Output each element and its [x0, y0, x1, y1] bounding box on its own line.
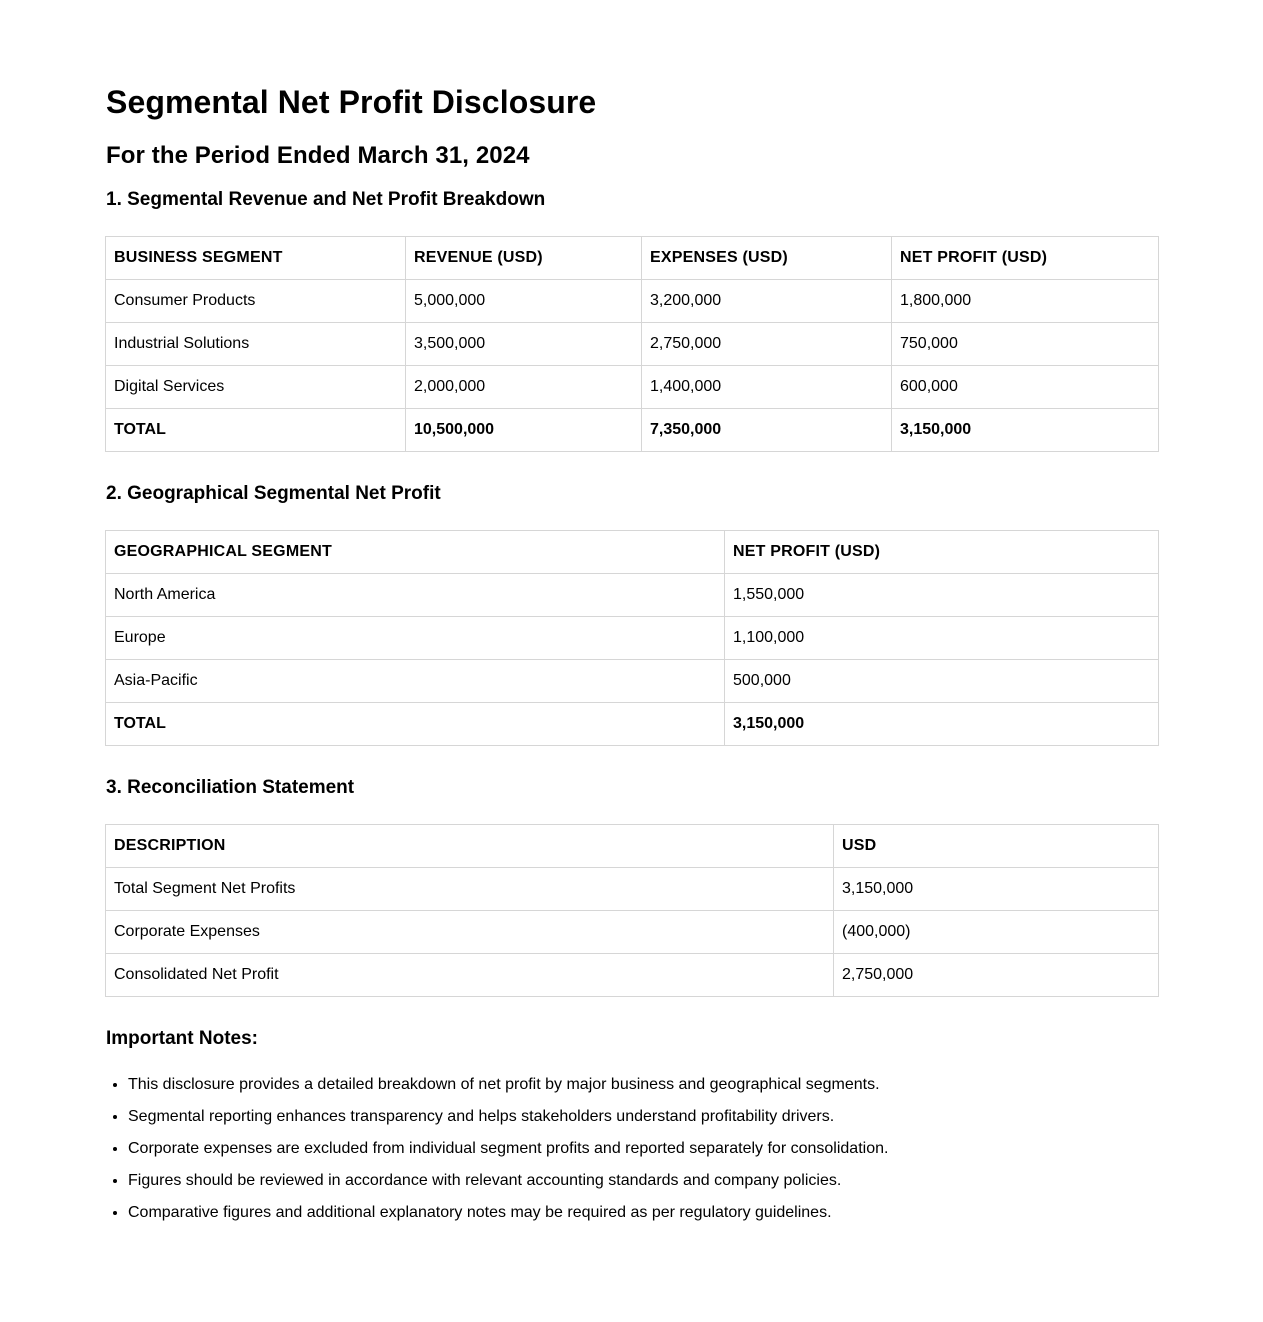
table-cell: Total Segment Net Profits: [106, 868, 834, 911]
table-header-row: [106, 825, 1159, 868]
table-cell: 2,750,000: [834, 954, 1159, 997]
table-cell: 500,000: [725, 660, 1159, 703]
table-cell: 3,150,000: [834, 868, 1159, 911]
table-total-row: [106, 409, 1159, 452]
table-cell: 1,800,000: [892, 280, 1159, 323]
notes-list: [106, 1069, 888, 1229]
table-cell: 1,100,000: [725, 617, 1159, 660]
table-header-row: [106, 531, 1159, 574]
table-cell: TOTAL: [106, 703, 725, 746]
table-cell: 7,350,000: [642, 409, 892, 452]
table-cell: North America: [106, 574, 725, 617]
section-heading-geographical: 2. Geographical Segmental Net Profit: [106, 483, 441, 504]
page-title: Segmental Net Profit Disclosure: [106, 84, 597, 120]
table-cell: Digital Services: [106, 366, 406, 409]
section-heading-business-segments: 1. Segmental Revenue and Net Profit Breakdown: [106, 189, 546, 210]
table-header-row: [106, 237, 1159, 280]
table-row: [106, 323, 1159, 366]
list-item: • Segmental reporting enhances transparency and helps stakeholders understand profitability drivers.: [128, 1101, 888, 1133]
table-cell: 1,550,000: [725, 574, 1159, 617]
list-item: • Corporate expenses are excluded from individual segment profits and reported separately for consolidation.: [128, 1133, 888, 1165]
table-row: [106, 868, 1159, 911]
table-cell: Industrial Solutions: [106, 323, 406, 366]
table-cell: Corporate Expenses: [106, 911, 834, 954]
table-cell: 5,000,000: [406, 280, 642, 323]
table-total-row: [106, 703, 1159, 746]
table-cell: 600,000: [892, 366, 1159, 409]
table-cell: 2,750,000: [642, 323, 892, 366]
table-row: [106, 280, 1159, 323]
column-header: REVENUE (USD): [406, 237, 642, 280]
table-cell: TOTAL: [106, 409, 406, 452]
table-cell: 3,500,000: [406, 323, 642, 366]
table-cell: Consumer Products: [106, 280, 406, 323]
notes-heading: Important Notes:: [106, 1028, 258, 1049]
list-item: • This disclosure provides a detailed breakdown of net profit by major business and geographical segments.: [128, 1069, 888, 1101]
table-cell: Asia-Pacific: [106, 660, 725, 703]
table-cell: Europe: [106, 617, 725, 660]
column-header: DESCRIPTION: [106, 825, 834, 868]
column-header: EXPENSES (USD): [642, 237, 892, 280]
table-cell: 1,400,000: [642, 366, 892, 409]
business-segment-table: [105, 236, 1159, 452]
table-cell: (400,000): [834, 911, 1159, 954]
column-header: BUSINESS SEGMENT: [106, 237, 406, 280]
table-row: [106, 911, 1159, 954]
reconciliation-table: [105, 824, 1159, 997]
page-subtitle: For the Period Ended March 31, 2024: [106, 142, 530, 169]
table-row: [106, 660, 1159, 703]
list-item: • Figures should be reviewed in accordance with relevant accounting standards and company policies.: [128, 1165, 888, 1197]
column-header: NET PROFIT (USD): [725, 531, 1159, 574]
table-row: [106, 954, 1159, 997]
table-cell: 750,000: [892, 323, 1159, 366]
column-header: GEOGRAPHICAL SEGMENT: [106, 531, 725, 574]
table-cell: 3,150,000: [892, 409, 1159, 452]
table-cell: Consolidated Net Profit: [106, 954, 834, 997]
table-cell: 3,150,000: [725, 703, 1159, 746]
list-item: • Comparative figures and additional explanatory notes may be required as per regulatory guidelines.: [128, 1197, 888, 1229]
table-cell: 10,500,000: [406, 409, 642, 452]
column-header: USD: [834, 825, 1159, 868]
table-cell: 2,000,000: [406, 366, 642, 409]
geographical-segment-table: [105, 530, 1159, 746]
table-row: [106, 574, 1159, 617]
table-cell: 3,200,000: [642, 280, 892, 323]
column-header: NET PROFIT (USD): [892, 237, 1159, 280]
table-row: [106, 617, 1159, 660]
section-heading-reconciliation: 3. Reconciliation Statement: [106, 777, 355, 798]
table-row: [106, 366, 1159, 409]
